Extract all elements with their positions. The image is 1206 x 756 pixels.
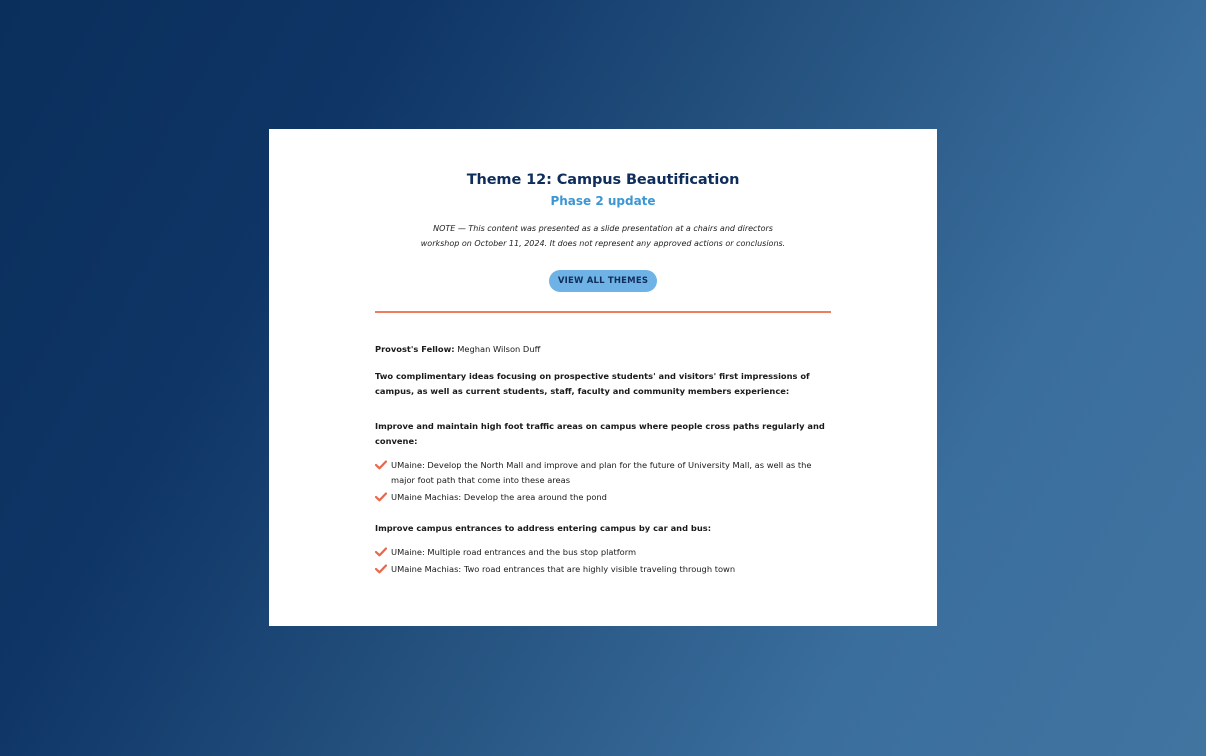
view-all-themes-button[interactable]: VIEW ALL THEMES xyxy=(549,270,657,292)
checkmark-icon xyxy=(375,564,387,574)
section-heading-entrances: Improve campus entrances to address entering campus by car and bus: xyxy=(375,523,712,533)
list-item xyxy=(375,490,835,505)
foot-traffic-list xyxy=(375,458,835,505)
disclaimer-note xyxy=(269,221,937,251)
section-divider xyxy=(375,311,831,313)
fellow-name: Meghan Wilson Duff xyxy=(457,344,541,354)
list-item xyxy=(375,458,835,488)
list-item-text: UMaine Machias: Two road entrances that are highly visible traveling through town xyxy=(391,564,736,574)
list-item-text: UMaine Machias: Develop the area around the pond xyxy=(391,492,607,502)
entrances-list xyxy=(375,545,835,577)
note-line-2: workshop on October 11, 2024. It does not represent any approved actions or conclusions. xyxy=(420,239,786,248)
provost-fellow xyxy=(375,342,835,357)
list-item-text: UMaine: Multiple road entrances and the bus stop platform xyxy=(391,547,637,557)
list-item xyxy=(375,545,835,560)
checkmark-icon xyxy=(375,547,387,557)
checkmark-icon xyxy=(375,492,387,502)
page-subtitle: Phase 2 update xyxy=(550,194,656,208)
theme-card xyxy=(269,129,937,626)
theme-content xyxy=(375,342,835,579)
fellow-label: Provost's Fellow: xyxy=(375,344,455,354)
intro-paragraph: Two complimentary ideas focusing on prospective students' and visitors' first impressions of campus, as well as current students, staff, faculty and community members experience: xyxy=(375,371,810,396)
page-title: Theme 12: Campus Beautification xyxy=(466,172,740,188)
list-item-text: UMaine: Develop the North Mall and improve and plan for the future of University Mall, as well as the major foot path that come into these areas xyxy=(391,460,812,485)
section-heading-foot-traffic: Improve and maintain high foot traffic areas on campus where people cross paths regularly and convene: xyxy=(375,421,825,446)
list-item xyxy=(375,562,835,577)
card-header xyxy=(269,129,937,292)
note-line-1: NOTE — This content was presented as a slide presentation at a chairs and directors xyxy=(433,224,773,233)
checkmark-icon xyxy=(375,460,387,470)
